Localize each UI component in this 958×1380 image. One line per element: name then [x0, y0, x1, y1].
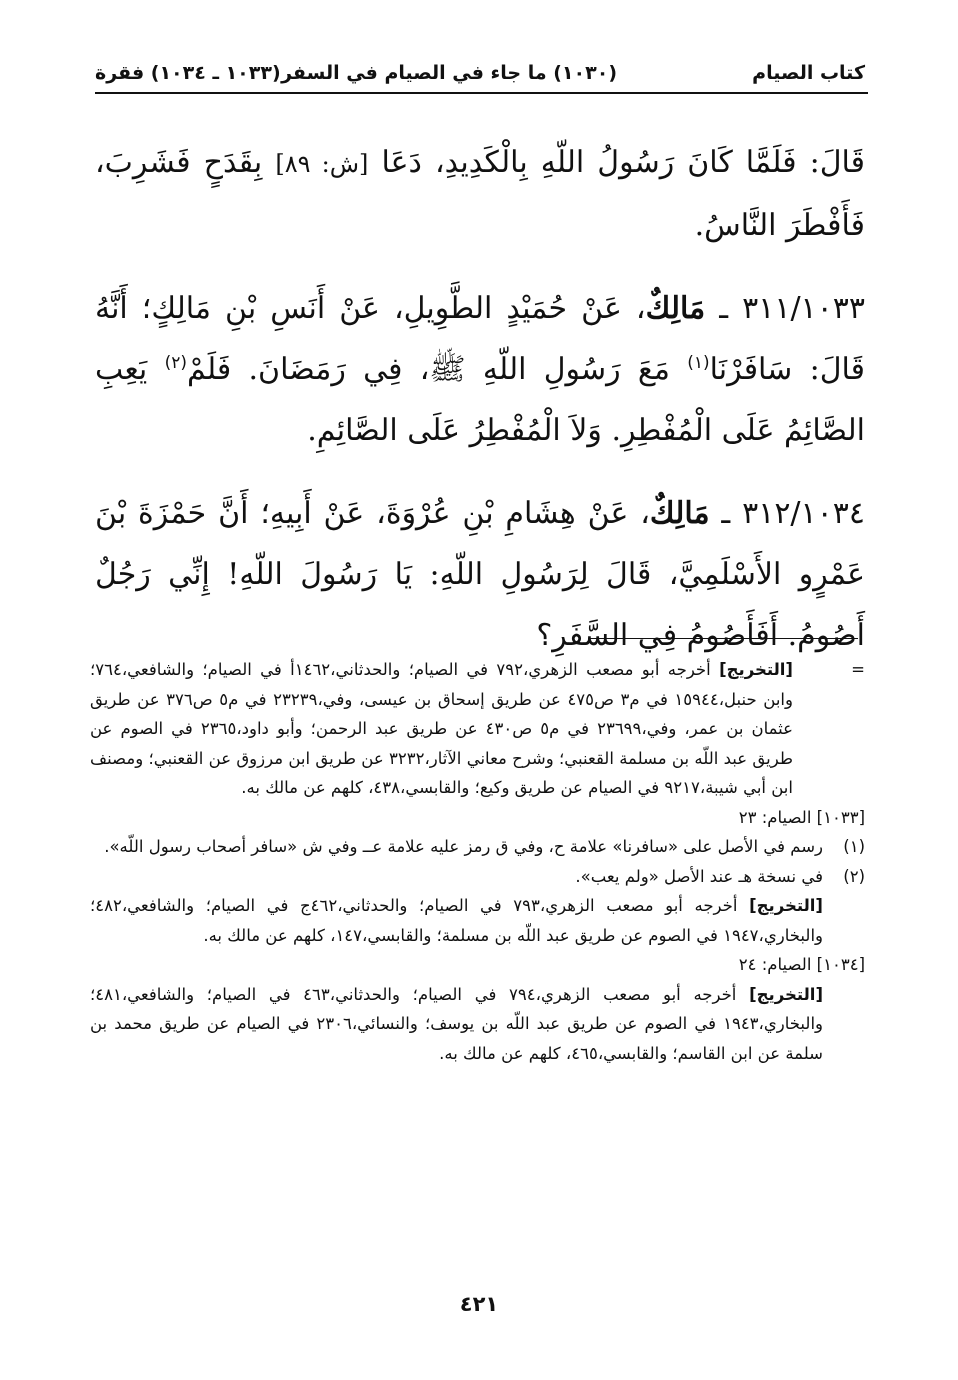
hadith-text: يَعِبِ الصَّائِمُ عَلَى الْمُفْطِرِ. وَلاَ الْمُفْطِرُ عَلَى الصَّائِمِ.	[95, 352, 865, 448]
footnote-1	[90, 832, 865, 862]
narrator-name: مَالِكٌ	[645, 291, 706, 326]
continuation-mark: =	[851, 660, 865, 679]
takhrij-text: أخرجه أبو مصعب الزهري،٧٩٣ في الصيام؛ والحدثاني،٤٦٢ج في الصيام؛ والشافعي،٤٨٢؛ والبخاري،١٩٤٧ في الصوم عن طريق عبد اللّه بن مسلمة؛ والقابسي،١٤٧، كلهم عن مالك به.	[90, 896, 823, 945]
footnote-label: (٢)	[843, 866, 865, 886]
takhrij-label: [التخريج]	[749, 896, 823, 915]
hadith-text: ، عَنْ هِشَامِ بْنِ عُرْوَةَ، عَنْ أَبِيهِ؛ أَنَّ حَمْزَةَ بْنَ عَمْرٍو الأَسْلَمِيَّ، قَالَ لِرَسُولِ اللّهِ: يَا رَسُولَ اللّهِ! إِنِّي رَجُلٌ أَصُومُ. أَفَأَصُومُ فِي السَّفَرِ؟	[95, 496, 865, 653]
hadith-text: مَعَ رَسُولِ اللّهِ ﷺ، فِي رَمَضَانَ. فَلَمْ	[187, 352, 688, 387]
takhrij-1032	[90, 655, 865, 803]
header-rule	[95, 92, 868, 94]
footnote-ref-2[interactable]: (٢)	[164, 353, 187, 373]
hadith-text: قَالَ: فَلَمَّا كَانَ رَسُولُ اللّهِ بِالْكَدِيدِ، دَعَا	[368, 145, 866, 180]
paragraph-range: (١٠٣٣ ـ ١٠٣٤) فقرة	[95, 62, 281, 84]
hadith-1033	[95, 278, 865, 461]
footnote-separator	[588, 638, 858, 639]
hadith-text: بِقَدَحٍ فَشَرِبَ، فَأَفْطَرَ النَّاسُ.	[95, 145, 865, 243]
hadith-number: ٣١١/١٠٣٣ ـ	[719, 291, 866, 326]
takhrij-text: أخرجه أبو مصعب الزهري،٧٩٤ في الصيام؛ والحدثاني،٤٦٣ في الصيام؛ والشافعي،٤٨١؛ والبخاري،١٩٤٣ في الصوم عن طريق عبد اللّه بن يوسف؛ والنسائي،٢٣٠٦ في الصيام عن طريق محمد بن سلمة عن ابن القاسم؛ والقابسي،٤٦٥، كلهم عن مالك به.	[90, 984, 823, 1063]
book-title: كتاب الصيام	[752, 62, 865, 84]
running-header	[95, 58, 865, 92]
takhrij-1033	[90, 891, 865, 950]
chapter-title: (١٠٣٠) ما جاء في الصيام في السفر	[281, 62, 617, 84]
manuscript-marker: [ش: ٨٩]	[275, 150, 369, 178]
page-number: ٤٢١	[459, 1292, 499, 1316]
footnote-ref-1[interactable]: (١)	[687, 353, 710, 373]
reference-1034: [١٠٣٤] الصيام: ٢٤	[738, 955, 865, 974]
footnotes	[90, 655, 865, 1068]
takhrij-text: أخرجه أبو مصعب الزهري،٧٩٢ في الصيام؛ والحدثاني،١٤٦٢أ في الصيام؛ والشافعي،٧٦٤؛ وابن حنبل،١٥٩٤٤ في م٣ ص٤٧٥ عن طريق إسحاق بن عيسى، وفي،٢٣٢٣٩ في م٥ ص٣٧٦ عن طريق عثمان بن عمر، وفي،٢٣٦٩٩ في م٥ ص٤٣٠ عن طريق عبد الرحمن؛ وأبو داود،٢٣٦٥ في الصوم عن طريق عبد اللّه بن مسلمة القعنبي؛ وشرح معاني الآثار،٣٢٣٢ عن طريق ابن مرزوق عن القعنبي؛ ومصنف ابن أبي شيبة،٩٢١٧ في الصيام عن طريق وكيع؛ والقابسي،٤٣٨، كلهم عن مالك به.	[90, 660, 793, 797]
main-text	[95, 132, 865, 688]
reference-1033: [١٠٣٣] الصيام: ٢٣	[738, 807, 865, 827]
hadith-text: ، عَنْ حُمَيْدٍ الطَّوِيلِ، عَنْ أَنَسِ بْنِ مَالِكٍ؛ أَنَّهُ قَالَ: سَافَرْنَا	[95, 291, 865, 387]
footnote-label: (١)	[843, 837, 865, 856]
footnote-text: في نسخة هـ عند الأصل «ولم يعب».	[575, 866, 823, 886]
takhrij-1034	[90, 980, 865, 1069]
hadith-continuation	[95, 132, 865, 256]
hadith-number: ٣١٢/١٠٣٤ ـ	[721, 496, 865, 531]
footnote-2	[90, 862, 865, 892]
narrator-name: مَالِكٌ	[649, 496, 710, 531]
takhrij-label: [التخريج]	[719, 660, 793, 679]
takhrij-label: [التخريج]	[749, 984, 823, 1004]
footnote-text: رسم في الأصل على «سافرنا» علامة ح، وفي ق رمز عليه علامة عــ وفي ش «سافر أصحاب رسول اللّه».	[104, 837, 823, 856]
